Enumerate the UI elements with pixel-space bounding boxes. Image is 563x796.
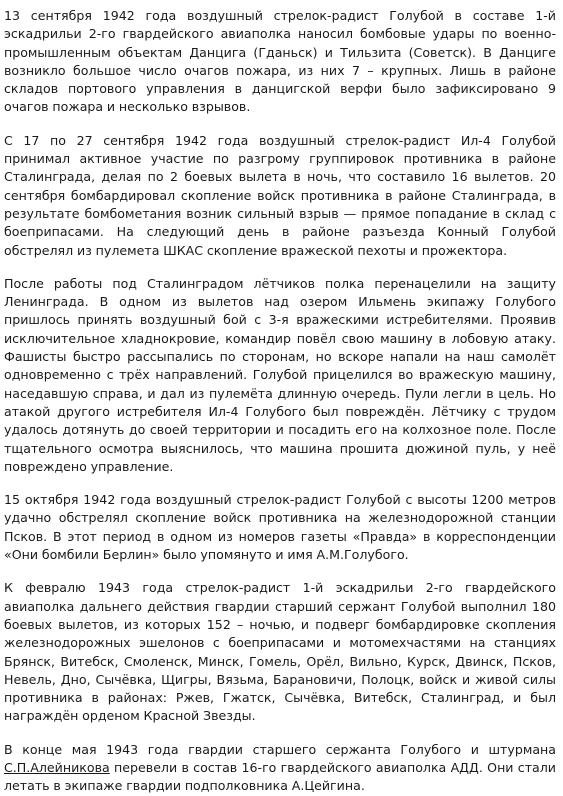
paragraph-danzig-tilsit: 13 сентября 1942 года воздушный стрелок-радист Голубой в составе 1-й эскадрильи 2-го гвардейского авиаполка наносил бомбовые удары по военно-промышленным объектам Данцига (Гданьск) и Тильзита (Советск). В Данциге возникло большое число очагов пожара, из них 7 – крупных. Лишь в районе складов портового управления в данцигской верфи было зафиксировано 9 очагов пожара и несколько взрывов. — [4, 8, 556, 115]
paragraph-may-1943-start: В конце мая 1943 года гвардии старшего сержанта Голубого и штурмана — [4, 741, 556, 757]
paragraph-may-1943 — [4, 741, 556, 796]
paragraph-february-1943: К февралю 1943 года стрелок-радист 1-й эскадрильи 2-го гвардейского авиаполка дальнего действия гвардии старший сержант Голубой выполнил 180 боевых вылетов, из которых 152 – ночью, и подверг бомбардировке скопления железнодорожных эшелонов с боеприпасами и мотомехчастями на станциях Брянск, Витебск, Смоленск, Минск, Гомель, Орёл, Вильно, Курск, Двинск, Псков, Невель, Дно, Сычёвка, Щигры, Вязьма, Барановичи, Полоцк, войск и живой силы противника в районах: Ржев, Гжатск, Сычёвка, Витебск, Сталинград, и был награждён орденом Красной Звезды. — [4, 580, 556, 724]
aleynikov-link[interactable]: С.П.Алейникова — [4, 759, 110, 775]
paragraph-pskov: 15 октября 1942 года воздушный стрелок-радист Голубой с высоты 1200 метров удачно обстрелял скопление войск противника на железнодорожной станции Псков. В этот период в одном из номеров газеты «Правда» в корреспонденции «Они бомбили Берлин» было упомянуто и имя А.М.Голубого. — [4, 492, 556, 563]
paragraph-may-1943-end: перевели в состав 16-го гвардейского авиаполка АДД. Они стали летать в экипаже гвардии подполковника А.Цейгина. — [4, 759, 556, 794]
paragraph-leningrad-air-battle: После работы под Сталинградом лётчиков полка перенацелили на защиту Ленинграда. В одном из вылетов над озером Ильмень экипажу Голубого пришлось принять воздушный бой с 3-я вражескими истребителями. Проявив исключительное хладнокровие, командир повёл свою машину в лобовую атаку. Фашисты быстро рассыпались по сторонам, но вскоре напали на наш самолёт одновременно с трёх направлений. Голубой прицелился во вражескую машину, наседавшую справа, и дал из пулемёта длинную очередь. Пули легли в цель. Но атакой другого истребителя Ил-4 Голубого был повреждён. Лётчику с трудом удалось дотянуть до своей территории и посадить его на колхозное поле. После тщательного осмотра выяснилось, что машина прошита дюжиной пуль, у неё повреждено управление. — [4, 275, 556, 474]
paragraph-stalingrad: С 17 по 27 сентября 1942 года воздушный стрелок-радист Ил-4 Голубой принимал активное участие по разгрому группировок противника в районе Сталинграда, делая по 2 боевых вылета в ночь, что составило 16 вылетов. 20 сентября бомбардировал скопление войск противника в районе Сталинграда, в результате бомбометания возник сильный взрыв — прямое попадание в склад с боеприпасами. На следующий день в районе разъезда Конный Голубой обстрелял из пулемета ШКАС скопление вражеской пехоты и прожектора. — [4, 132, 556, 258]
